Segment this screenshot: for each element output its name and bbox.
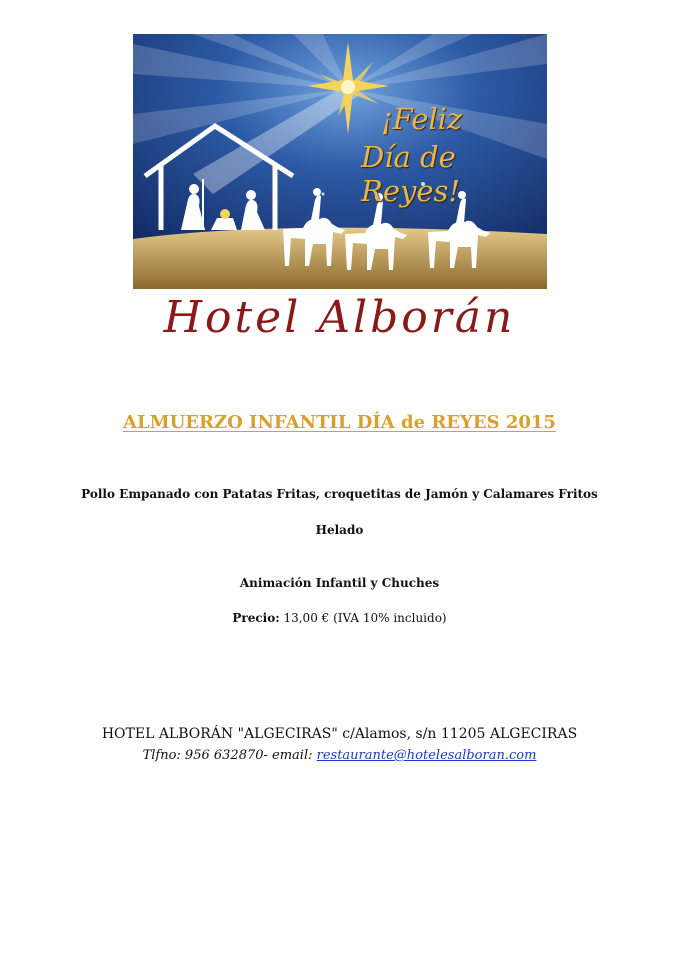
price-value: 13,00 € (IVA 10% incluido)	[279, 611, 447, 625]
hotel-address: HOTEL ALBORÁN "ALGECIRAS" c/Alamos, s/n 11205 ALGECIRAS	[101, 726, 578, 742]
desert-ground	[133, 228, 547, 289]
menu-extras: Animación Infantil y Chuches	[239, 576, 440, 590]
kings-day-banner	[133, 34, 547, 289]
price-label: Precio:	[232, 611, 280, 625]
contact-phone: Tlfno: 956 632870- email:	[142, 748, 317, 763]
menu-dish: Pollo Empanado con Patatas Fritas, croquetitas de Jamón y Calamares Fritos	[81, 487, 598, 501]
hotel-logo: Hotel Alborán	[163, 292, 516, 343]
menu-dessert: Helado	[315, 523, 364, 537]
hotel-contact	[0, 748, 679, 763]
email-link[interactable]: restaurante@hotelesalboran.com	[316, 748, 537, 763]
menu-title: ALMUERZO INFANTIL DÍA de REYES 2015	[123, 412, 556, 433]
greeting-line-2: Día de Reyes!	[361, 140, 461, 208]
greeting-line-1: ¡Feliz	[381, 102, 463, 136]
menu-price	[0, 611, 679, 625]
